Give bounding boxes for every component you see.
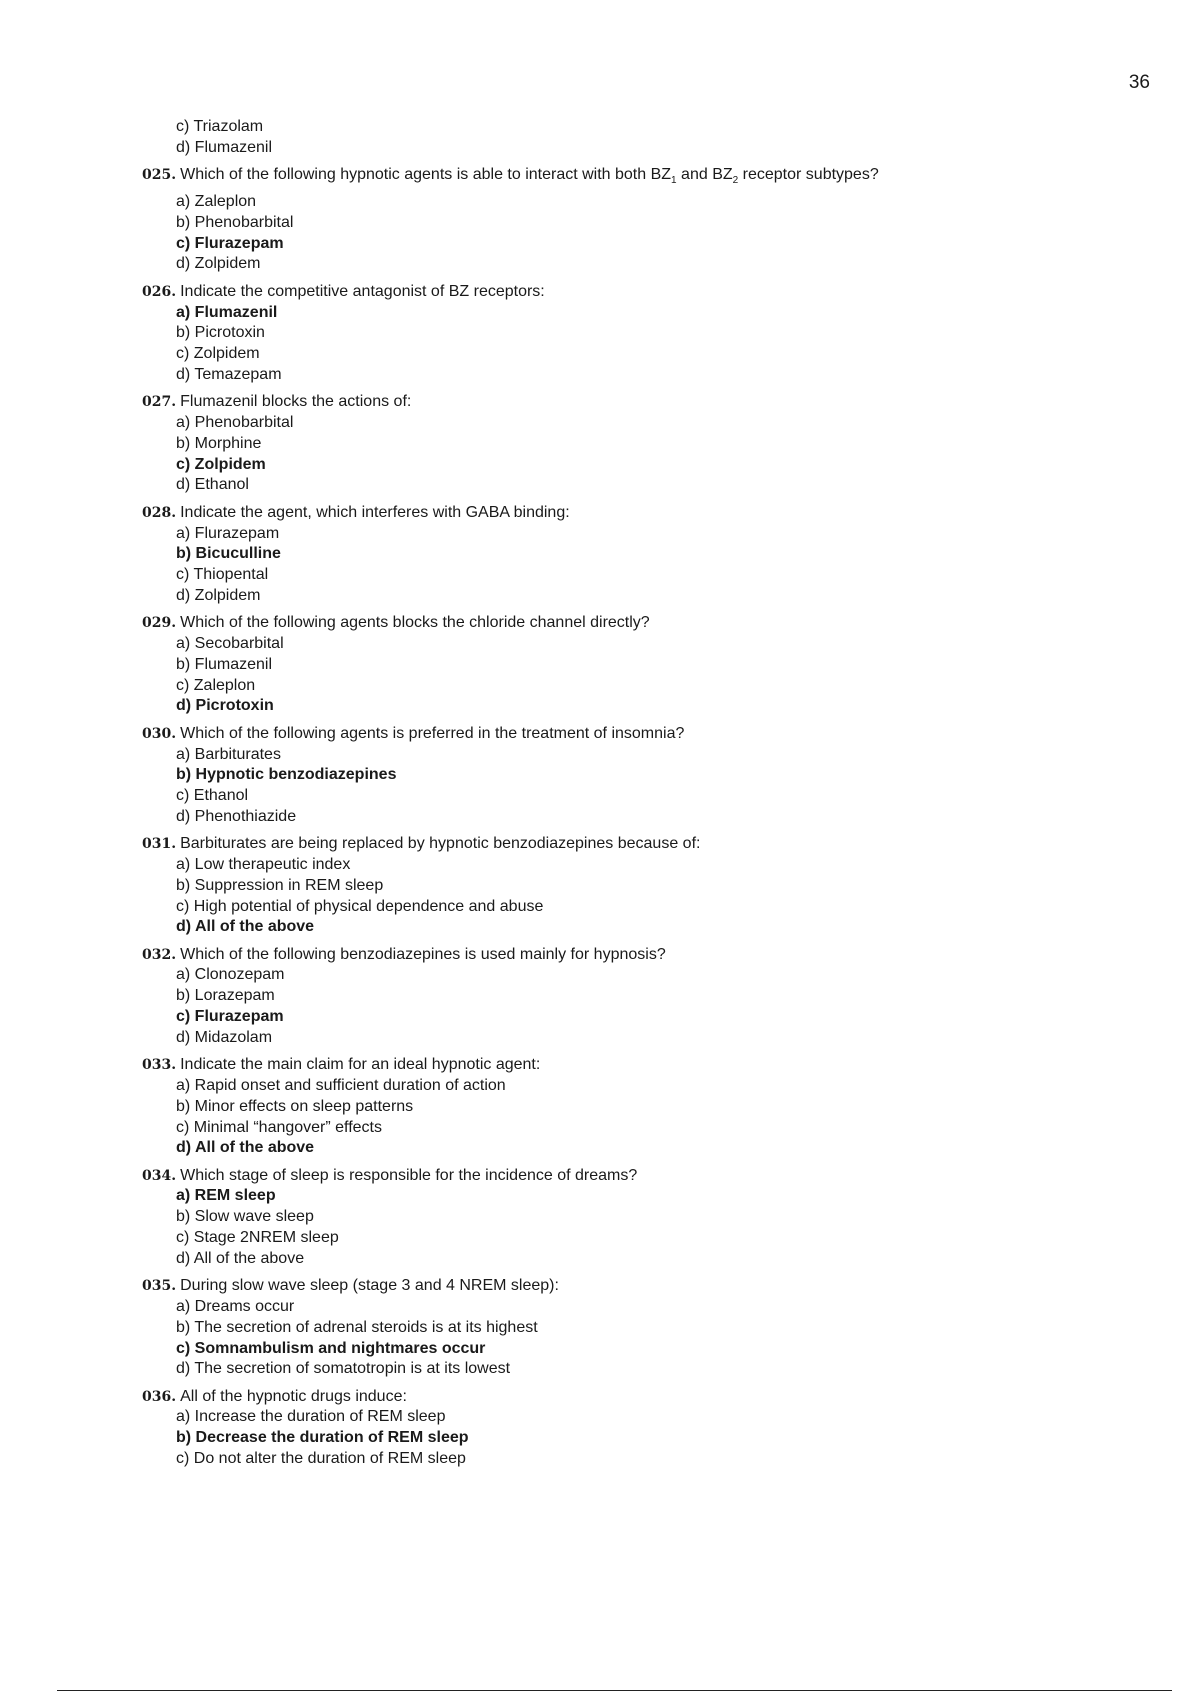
- option-line: a) Barbiturates: [176, 745, 281, 763]
- option-line: c) Stage 2NREM sleep: [176, 1229, 339, 1247]
- question-stem: Barbiturates are being replaced by hypnotic benzodiazepines because of:: [180, 835, 701, 853]
- question-number: 031.: [142, 836, 177, 853]
- subscript: 2: [732, 175, 739, 187]
- correct-option: a) REM sleep: [176, 1187, 276, 1205]
- question-text: [142, 282, 1142, 303]
- option-line: c) Thiopental: [176, 566, 269, 584]
- option-list: [176, 1297, 1142, 1380]
- footer-rule: [57, 1690, 1172, 1691]
- question-number: 035.: [142, 1278, 177, 1295]
- correct-option: c) Flurazepam: [176, 1008, 284, 1026]
- question-text: [142, 503, 1142, 524]
- option-list: [176, 965, 1142, 1048]
- question-stem: Which of the following agents blocks the chloride channel directly?: [180, 614, 650, 632]
- option-list: [176, 1076, 1142, 1159]
- option-line: b) The secretion of adrenal steroids is at its highest: [176, 1318, 538, 1336]
- question-stem: Flumazenil blocks the actions of:: [180, 393, 412, 411]
- question-stem: Indicate the competitive antagonist of BZ receptors:: [180, 282, 545, 300]
- question-block: [142, 503, 1142, 607]
- correct-option: c) Somnambulism and nightmares occur: [176, 1339, 486, 1357]
- option-list: [176, 855, 1142, 938]
- option-line: d) Phenothiazide: [176, 807, 297, 825]
- option-line: a) Dreams occur: [176, 1297, 295, 1315]
- question-text: [142, 1166, 1142, 1187]
- question-block: [142, 834, 1142, 938]
- question-number: 033.: [142, 1057, 177, 1074]
- question-text: [142, 1387, 1142, 1408]
- question-text: [142, 165, 1142, 192]
- option-line: b) Picrotoxin: [176, 324, 265, 342]
- option-line: b) Minor effects on sleep patterns: [176, 1097, 414, 1115]
- question-text: [142, 724, 1142, 745]
- question-number: 026.: [142, 283, 177, 300]
- correct-option: b) Bicuculline: [176, 545, 281, 563]
- option-line: c) Zaleplon: [176, 676, 256, 694]
- option-line: a) Low therapeutic index: [176, 855, 351, 873]
- option-line: b) Flumazenil: [176, 655, 273, 673]
- question-stem: Which stage of sleep is responsible for the incidence of dreams?: [180, 1166, 638, 1184]
- question-stem: Indicate the agent, which interferes with GABA binding:: [180, 503, 570, 521]
- option-line: b) Suppression in REM sleep: [176, 876, 384, 894]
- correct-option: c) Zolpidem: [176, 455, 266, 473]
- option-line: a) Rapid onset and sufficient duration of action: [176, 1076, 506, 1094]
- correct-option: d) Picrotoxin: [176, 697, 274, 715]
- option-list: [176, 524, 1142, 607]
- correct-option: b) Hypnotic benzodiazepines: [176, 766, 397, 784]
- question-stem: Which of the following agents is preferred in the treatment of insomnia?: [180, 724, 685, 742]
- correct-option: b) Decrease the duration of REM sleep: [176, 1429, 469, 1447]
- option-list: [176, 745, 1142, 828]
- option-line: a) Phenobarbital: [176, 414, 294, 432]
- option-line: a) Secobarbital: [176, 635, 284, 653]
- option-line: a) Increase the duration of REM sleep: [176, 1408, 446, 1426]
- question-list: [142, 117, 1142, 1470]
- question-block: [142, 1055, 1142, 1159]
- question-block: [142, 613, 1142, 717]
- option-list: [176, 192, 1142, 275]
- option-line: a) Zaleplon: [176, 193, 257, 211]
- question-block: [142, 392, 1142, 496]
- option-list: [176, 303, 1142, 386]
- question-number: 036.: [142, 1388, 177, 1405]
- option-line: d) Ethanol: [176, 476, 249, 494]
- option-list: [176, 413, 1142, 496]
- question-number: 027.: [142, 394, 177, 411]
- correct-option: a) Flumazenil: [176, 303, 278, 321]
- question-stem: Which of the following benzodiazepines is used mainly for hypnosis?: [180, 945, 666, 963]
- subscript: 1: [671, 175, 677, 187]
- correct-option: d) All of the above: [176, 1139, 315, 1157]
- question-block: [142, 1166, 1142, 1270]
- option-line: d) All of the above: [176, 1249, 305, 1267]
- question-text: [142, 613, 1142, 634]
- question-number: 032.: [142, 946, 177, 963]
- question-text: [142, 1055, 1142, 1076]
- question-stem: Which of the following hypnotic agents is able to interact with both BZ: [180, 166, 672, 184]
- question-number: 030.: [142, 725, 177, 742]
- question-block: [142, 1387, 1142, 1470]
- question-text: [142, 1276, 1142, 1297]
- option-line: c) High potential of physical dependence and abuse: [176, 897, 544, 915]
- question-stem: Indicate the main claim for an ideal hypnotic agent:: [180, 1056, 541, 1074]
- question-stem: All of the hypnotic drugs induce:: [180, 1387, 407, 1405]
- questions-container: [142, 165, 1142, 1470]
- question-text: [142, 834, 1142, 855]
- question-block: [142, 282, 1142, 386]
- question-stem: and BZ: [676, 166, 733, 184]
- option-line: c) Ethanol: [176, 787, 249, 805]
- option-line: c) Do not alter the duration of REM sleep: [176, 1450, 466, 1467]
- question-text: [142, 945, 1142, 966]
- option-line: b) Morphine: [176, 434, 262, 452]
- question-number: 028.: [142, 504, 177, 521]
- question-text: [142, 392, 1142, 413]
- option-line: c) Zolpidem: [176, 345, 260, 363]
- option-list: [176, 634, 1142, 717]
- option-line: d) Temazepam: [176, 365, 282, 383]
- option-line: b) Lorazepam: [176, 987, 275, 1005]
- question-block: [142, 1276, 1142, 1380]
- question-number: 025.: [142, 167, 177, 184]
- option-line: a) Flurazepam: [176, 524, 280, 542]
- option-line: d) Flumazenil: [176, 138, 273, 156]
- option-line: d) The secretion of somatotropin is at its lowest: [176, 1360, 511, 1378]
- correct-option: c) Flurazepam: [176, 234, 284, 252]
- option-line: b) Phenobarbital: [176, 213, 294, 231]
- question-block: [142, 945, 1142, 1049]
- correct-option: d) All of the above: [176, 918, 315, 936]
- option-list: [176, 1186, 1142, 1269]
- option-line: c) Triazolam: [176, 118, 264, 135]
- option-line: d) Zolpidem: [176, 255, 261, 273]
- page-number: 36: [1128, 72, 1150, 93]
- option-line: d) Zolpidem: [176, 586, 261, 604]
- option-line: a) Clonozepam: [176, 966, 285, 984]
- question-number: 029.: [142, 615, 177, 632]
- question-block: [142, 165, 1142, 275]
- question-number: 034.: [142, 1167, 177, 1184]
- question-stem: receptor subtypes?: [738, 166, 879, 184]
- question-block: [142, 724, 1142, 828]
- question-stem: During slow wave sleep (stage 3 and 4 NREM sleep):: [180, 1277, 559, 1295]
- option-list: [176, 1407, 1142, 1469]
- option-line: b) Slow wave sleep: [176, 1208, 314, 1226]
- option-line: c) Minimal “hangover” effects: [176, 1118, 382, 1136]
- carried-over-options: [176, 117, 1142, 159]
- option-line: d) Midazolam: [176, 1028, 273, 1046]
